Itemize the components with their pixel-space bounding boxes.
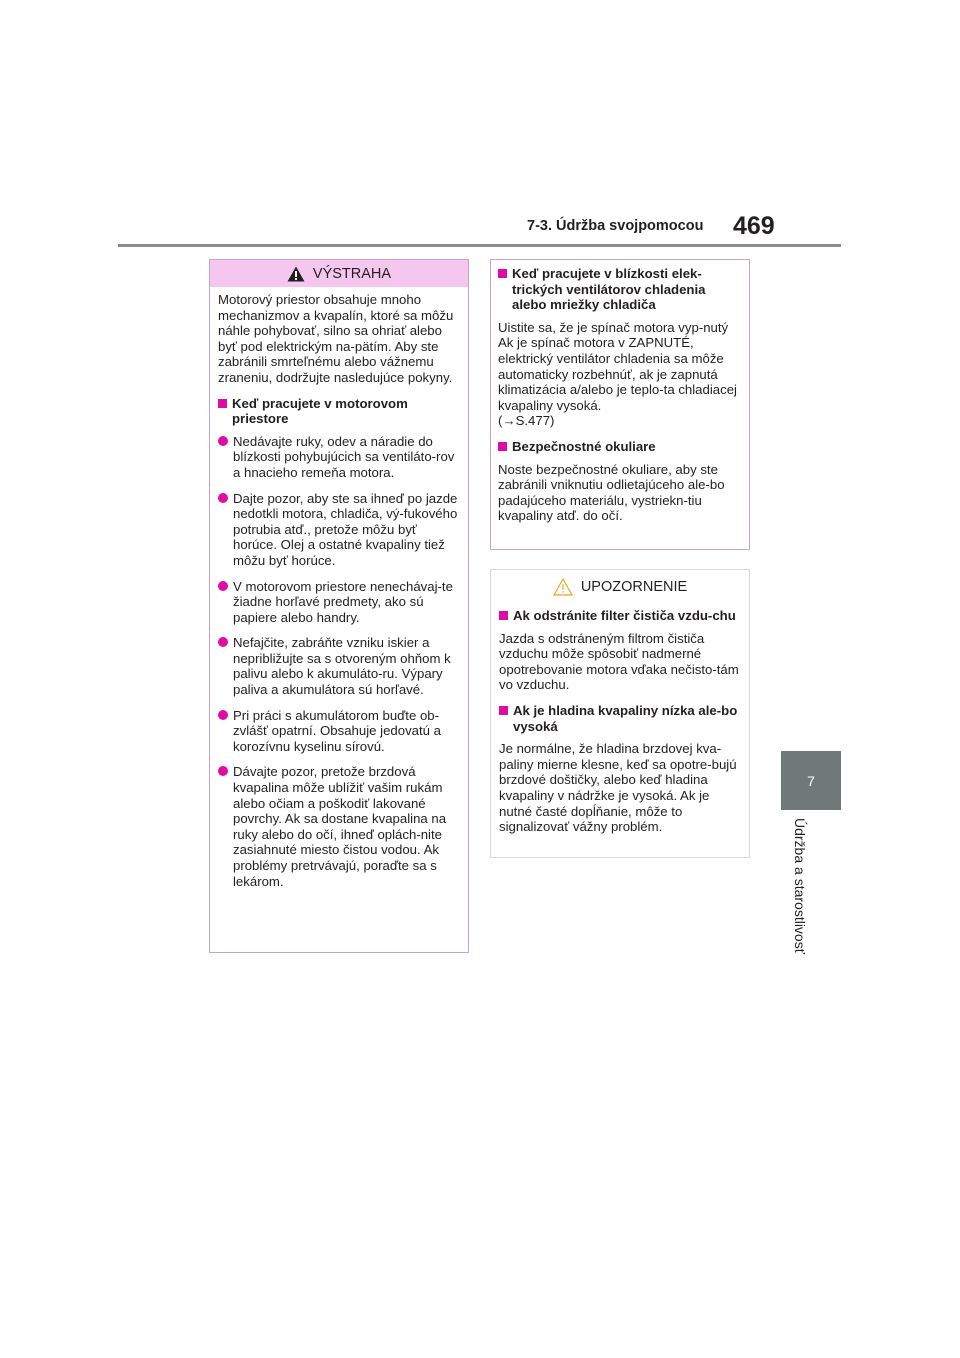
warning-subhead (218, 396, 459, 427)
circle-bullet-icon (218, 493, 228, 503)
circle-bullet-icon (218, 581, 228, 591)
notice-body (491, 602, 749, 835)
warning-bullet-text: Dajte pozor, aby ste sa ihneď po jazde nedotkli motora, chladiča, vý-fukového potrubia atď., pretože môžu byť horúce. Olej a ostatné kvapaliny tiež môžu byť horúce. (233, 490, 458, 568)
warning-box (209, 259, 469, 953)
warning-bullet-text: V motorovom priestore nenechávaj-te žiadne horľavé predmety, ako sú papiere alebo handry. (233, 578, 453, 625)
warning-intro: Motorový priestor obsahuje mnoho mechanizmov a kvapalín, ktoré sa môžu náhle pohybovať, silno sa ohriať alebo byť pod elektrickým na-pätím. Aby ste zabránili smrteľnému alebo vážnemu zraneniu, dodržujte nasledujúce pokyny. (218, 292, 454, 385)
fluid-text: Je normálne, že hladina brzdovej kva-paliny mierne klesne, keď sa opotre-bujú brzdové doštičky, alebo keď hladina kvapaliny v nádržke je vysoká. Ak je nutné časté dopĺňanie, môže to signalizovať vážny problém. (499, 741, 737, 835)
fan-subhead (498, 266, 741, 313)
warning-bullet-text: Nefajčite, zabráňte vzniku iskier a nepribližujte sa s otvoreným ohňom k palivu alebo k akumuláto-ru. Výpary paliva a akumulátora sú horľavé. (233, 635, 451, 698)
glasses-subhead (498, 439, 741, 455)
page-number: 469 (733, 212, 775, 240)
warning-header (210, 260, 468, 287)
warning-bullet-text: Pri práci s akumulátorom buďte ob-zvlášť opatrní. Obsahuje jedovatú a korozívnu kyselinu sírovú. (233, 707, 442, 754)
notice-header (491, 572, 749, 602)
square-bullet-icon (498, 269, 507, 278)
header-divider (118, 244, 841, 247)
notice-box (490, 569, 750, 858)
caution-triangle-icon (553, 578, 573, 596)
filter-subhead (499, 608, 740, 624)
warning-body (210, 287, 468, 889)
glasses-subhead-text: Bezpečnostné okuliare (512, 438, 656, 454)
warning-bullet-text: Nedávajte ruky, odev a náradie do blízkosti pohybujúcich sa ventiláto-rov a hnacieho remeňa motora. (233, 433, 455, 480)
warning-bullet (218, 434, 459, 481)
notice-title: UPOZORNENIE (580, 579, 688, 595)
warning-title: VÝSTRAHA (312, 265, 392, 282)
fan-text: Uistite sa, že je spínač motora vyp-nutý Ak je spínač motora v ZAPNUTÉ, elektrický ventilátor chladenia sa môže automaticky rozbehnúť, ak je zapnutá klimatizácia a/alebo je teplo-ta chladiacej kvapaliny vysoká. (→S.477) (498, 319, 737, 429)
square-bullet-icon (218, 399, 227, 408)
circle-bullet-icon (218, 710, 228, 720)
fluid-subhead (499, 703, 740, 734)
circle-bullet-icon (218, 766, 228, 776)
square-bullet-icon (499, 706, 508, 715)
warning-bullet (218, 491, 459, 569)
warning-bullet (218, 579, 459, 626)
circle-bullet-icon (218, 436, 228, 446)
square-bullet-icon (499, 611, 508, 620)
circle-bullet-icon (218, 637, 228, 647)
warning-bullet (218, 708, 459, 755)
chapter-label-text: Údržba a starostlivosť (792, 818, 808, 954)
square-bullet-icon (498, 442, 507, 451)
fan-subhead-text: Keď pracujete v blízkosti elek-trických ventilátorov chladenia alebo mriežky chladiča (512, 266, 706, 313)
warning-subhead-text: Keď pracujete v motorovom priestore (232, 395, 408, 427)
fluid-subhead-text: Ak je hladina kvapaliny nízka ale-bo vysoká (513, 702, 738, 734)
filter-subhead-text: Ak odstránite filter čističa vzdu-chu (513, 608, 736, 623)
warning-bullet (218, 764, 459, 889)
warning-bullet (218, 635, 459, 697)
section-title: 7-3. Údržba svojpomocou (527, 218, 704, 234)
chapter-number: 7 (807, 772, 815, 789)
glasses-text: Noste bezpečnostné okuliare, aby ste zabránili vniknutiu odlietajúceho ale-bo padajúceho materiálu, vystriekn-tiu kvapaliny atď. do očí. (498, 461, 725, 524)
warning-continued-box (490, 259, 750, 550)
warning-triangle-icon (287, 266, 305, 282)
chapter-tab (781, 751, 841, 810)
warning-bullet-text: Dávajte pozor, pretože brzdová kvapalina môže ublížiť vašim rukám alebo očiam a poškodiť lakované povrchy. Ak sa dostane kvapalina na ruky alebo do očí, ihneď oplách-nite zasiahnuté miesto čistou vodou. Ak problémy pretrvávajú, poraďte sa s lekárom. (233, 764, 447, 889)
chapter-label (790, 818, 810, 978)
filter-text: Jazda s odstráneným filtrom čističa vzduchu môže spôsobiť nadmerné opotrebovanie motora vďaka nečisto-tám vo vzduchu. (499, 630, 739, 693)
